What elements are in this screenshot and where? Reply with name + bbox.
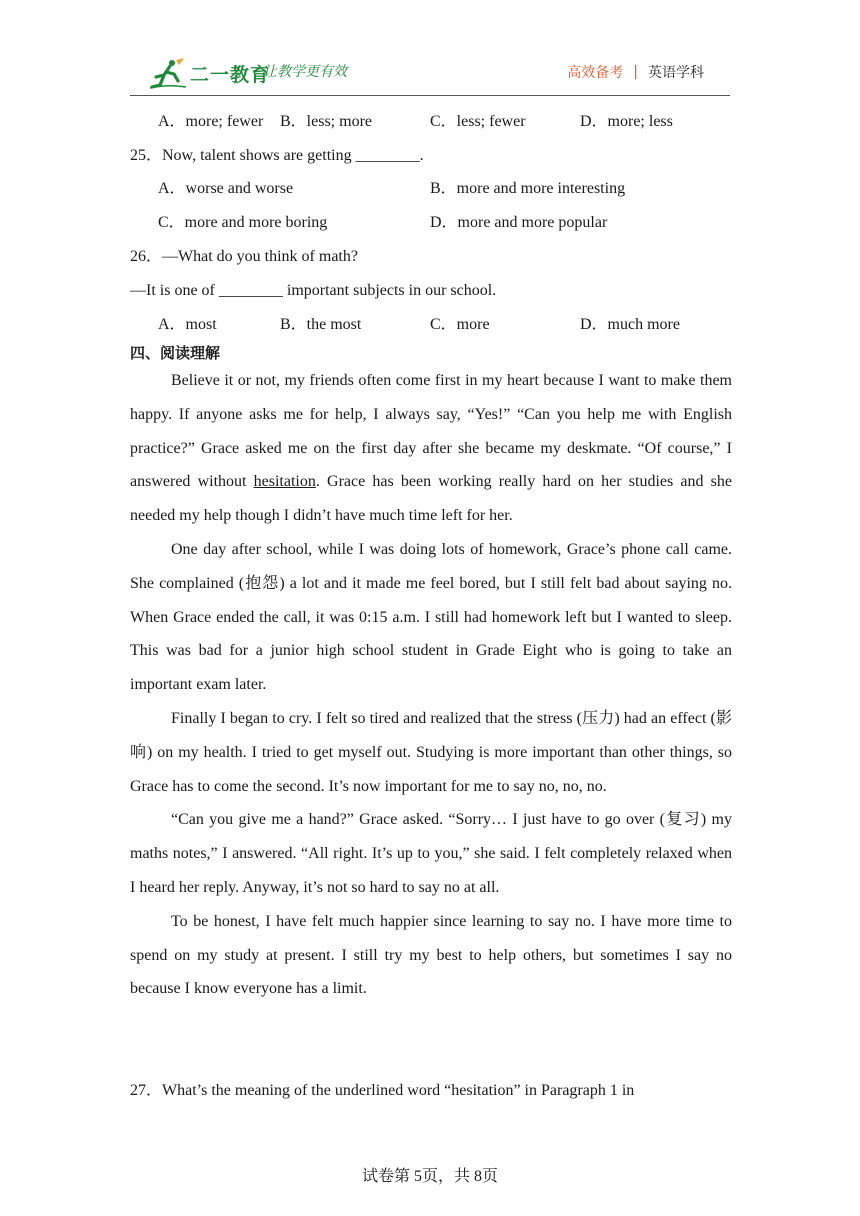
- question-26-stem-reply: —It is one of ________ important subjects in our school.: [130, 282, 497, 299]
- logo-text: 二一教育: [190, 63, 271, 86]
- passage-paragraph-2: One day after school, while I was doing lots of homework, Grace’s phone call came. She complained (抱怨) a lot and it made me feel bored, but I still felt bad about saying no. When Grace ended the call, it was 0:15 a.m. I still had homework left but I wanted to sleep. This was bad for a junior high school student in Grade Eight who is going to take an important exam later.: [130, 540, 732, 694]
- paragraph-1-text-b: . Grace has been working really hard on her studies and she needed my help though I didn’t have much time left for her.: [130, 473, 732, 525]
- header-divider: [130, 95, 730, 96]
- passage-paragraph-5: To be honest, I have felt much happier since learning to say no. I have more time to spend on my study at present. I still try my best to help others, but sometimes I say no because I know everyone has a limit.: [130, 912, 732, 998]
- runner-logo-icon: [148, 57, 188, 89]
- section-title-reading: 四、阅读理解: [130, 344, 221, 362]
- header-tag-subject: 英语学科: [648, 65, 704, 81]
- q25-option-a: A．worse and worse: [158, 180, 294, 197]
- reading-passage: [130, 364, 732, 1006]
- passage-paragraph-3: Finally I began to cry. I felt so tired and realized that the stress (压力) had an effect (影响) on my health. I tried to get myself out. Studying is more important than other things, so Grace has to come the second. It’s now important for me to say no, no, no.: [130, 709, 733, 795]
- header-tags: [567, 62, 704, 82]
- page-header: [130, 52, 730, 96]
- q24-option-d: D．more; less: [580, 113, 673, 130]
- q26-option-c: C．more: [430, 316, 490, 333]
- q24-option-c: C．less; fewer: [430, 113, 526, 130]
- brand-logo: [148, 56, 270, 90]
- header-tag-prep: 高效备考: [567, 65, 624, 81]
- passage-paragraph-1: [130, 364, 732, 533]
- header-separator: |: [633, 64, 638, 80]
- q25-option-c: C．more and more boring: [158, 214, 328, 231]
- page-footer: 试卷第 5页，共 8页: [361, 1168, 498, 1185]
- q24-option-a: A．more; fewer: [158, 113, 264, 130]
- passage-paragraph-4: “Can you give me a hand?” Grace asked. “Sorry… I just have to go over (复习) my maths notes,” I answered. “All right. It’s up to you,” she said. I felt completely relaxed when I heard her reply. Anyway, it’s not so hard to say no at all.: [130, 811, 732, 896]
- q26-option-d: D．much more: [580, 316, 680, 333]
- question-26-stem: 26．—What do you think of math?: [130, 248, 358, 265]
- q26-option-a: A．most: [158, 316, 217, 333]
- underlined-word: hesitation: [253, 473, 316, 491]
- q25-option-b: B．more and more interesting: [430, 180, 626, 197]
- slogan: 让教学更有效: [263, 64, 347, 80]
- question-27-stem: 27．What’s the meaning of the underlined word “hesitation” in Paragraph 1 in: [130, 1082, 635, 1099]
- question-25-stem: 25．Now, talent shows are getting ________.: [130, 147, 424, 164]
- paragraph-1-text-a: Believe it or not, my friends often come first in my heart because I want to make them happy. If anyone asks me for help, I always say, “Yes!” “Can you help me with English practice?” Grace asked me on the first day after she became my deskmate. “Of course,” I answered without: [130, 372, 732, 491]
- q24-option-b: B．less; more: [280, 113, 372, 130]
- q25-option-d: D．more and more popular: [430, 214, 608, 231]
- q26-option-b: B．the most: [280, 316, 362, 333]
